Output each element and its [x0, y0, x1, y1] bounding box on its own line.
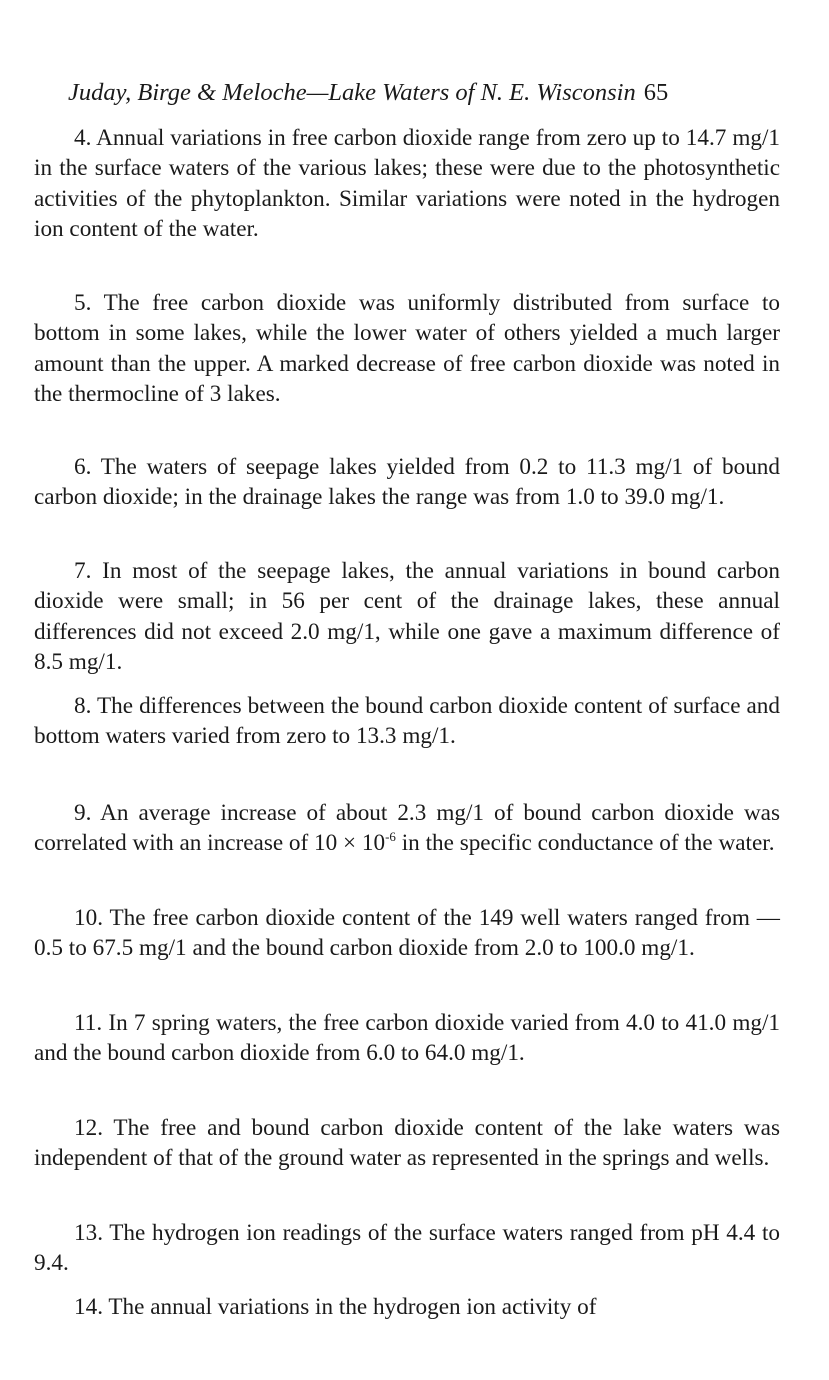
running-head-title: Juday, Birge & Meloche—Lake Waters of N. E. Wisconsin: [68, 79, 636, 106]
paragraph-11: [34, 1008, 780, 1069]
paragraph-8-text: 8. The differences between the bound carbon dioxide content of surface and bottom waters varied from zero to 13.3 mg/1.: [34, 693, 780, 750]
running-head: [68, 78, 770, 108]
paragraph-9-exponent: -6: [385, 829, 396, 845]
paragraph-10-text: 10. The free carbon dioxide content of the 149 well waters ranged from —0.5 to 67.5 mg/1 and the bound carbon dioxide from 2.0 to 100.0 mg/1.: [34, 905, 780, 962]
page-number: 65: [643, 79, 669, 106]
paragraph-7-text: 7. In most of the seepage lakes, the annual variations in bound carbon dioxide were small; in 56 per cent of the drainage lakes, these annual differences did not exceed 2.0 mg/1, while one gave a maximum difference of 8.5 mg/1.: [34, 558, 780, 675]
paragraph-12: [34, 1113, 780, 1174]
paragraph-13: [34, 1218, 780, 1279]
paragraph-5-text: 5. The free carbon dioxide was uniformly distributed from surface to bottom in some lakes, while the lower water of others yielded a much larger amount than the upper. A marked decrease of free carbon dioxide was noted in the thermocline of 3 lakes.: [34, 290, 780, 407]
paragraph-13-text: 13. The hydrogen ion readings of the surface waters ranged from pH 4.4 to 9.4.: [34, 1220, 780, 1277]
paragraph-9-text-before: 9. An average increase of about 2.3 mg/1 of bound carbon dioxide was correlated with an increase of 10 × 10: [34, 800, 780, 857]
paragraph-6: [34, 452, 780, 513]
paragraph-4-text: 4. Annual variations in free carbon dioxide range from zero up to 14.7 mg/1 in the surface waters of the various lakes; these were due to the photosynthetic activities of the phytoplankton. Similar variations were noted in the hydrogen ion content of the water.: [34, 125, 780, 242]
paragraph-14: [34, 1292, 780, 1322]
paragraph-8: [34, 691, 780, 752]
paragraph-4: [34, 123, 780, 244]
paragraph-6-text: 6. The waters of seepage lakes yielded from 0.2 to 11.3 mg/1 of bound carbon dioxide; in the drainage lakes the range was from 1.0 to 39.0 mg/1.: [34, 454, 780, 511]
paragraph-11-text: 11. In 7 spring waters, the free carbon dioxide varied from 4.0 to 41.0 mg/1 and the bound carbon dioxide from 6.0 to 64.0 mg/1.: [34, 1010, 780, 1067]
paragraph-12-text: 12. The free and bound carbon dioxide content of the lake waters was independent of that of the ground water as represented in the springs and wells.: [34, 1115, 780, 1172]
paragraph-7: [34, 556, 780, 677]
paragraph-9: [34, 798, 780, 859]
paragraph-5: [34, 288, 780, 409]
paragraph-9-text-after: in the specific conductance of the water.: [395, 830, 775, 857]
paragraph-10: [34, 903, 780, 964]
paragraph-14-text: 14. The annual variations in the hydrogen ion activity of: [74, 1294, 597, 1320]
